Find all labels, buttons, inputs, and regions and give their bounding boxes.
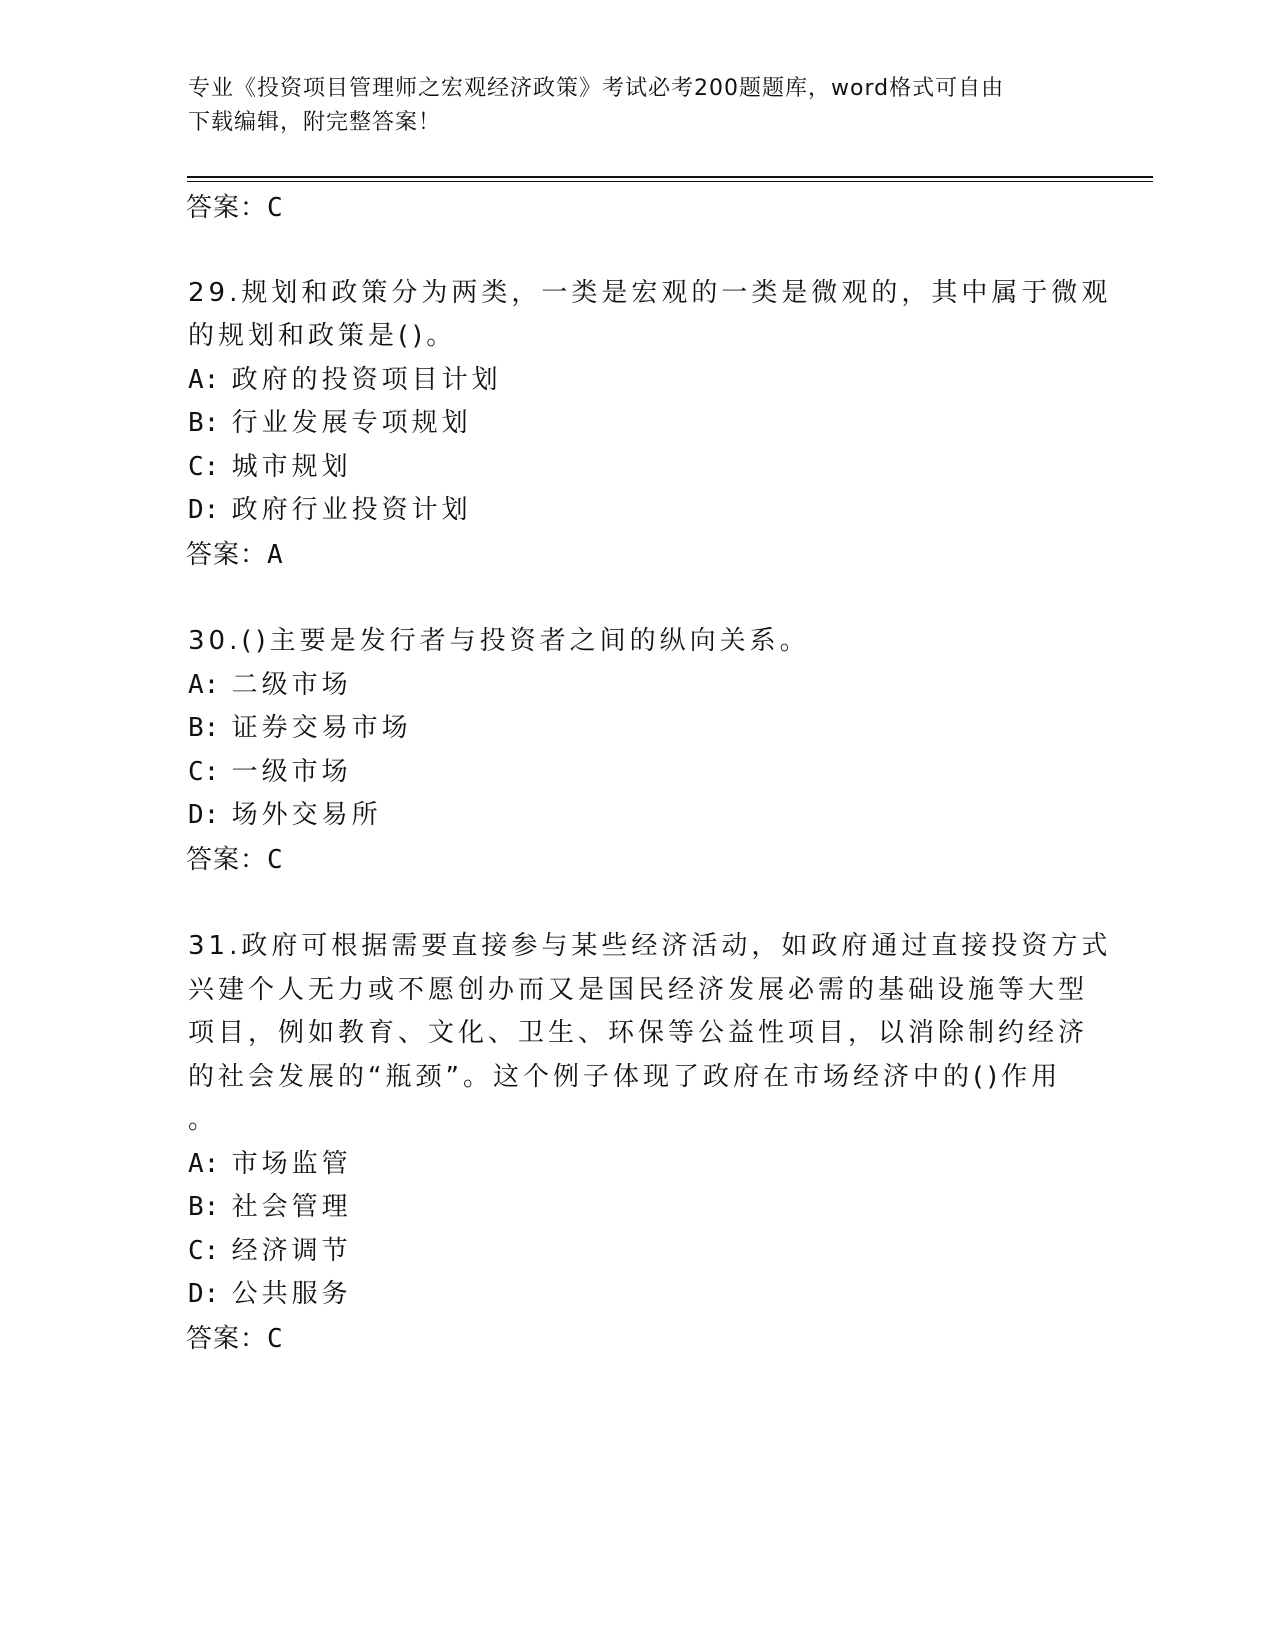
question-30-option-d — [188, 797, 382, 833]
question-30-answer — [186, 842, 284, 878]
option-key: A: — [188, 365, 220, 395]
option-key: D: — [188, 1279, 220, 1309]
option-key: A: — [188, 670, 220, 700]
option-key: C: — [188, 757, 220, 787]
header-rule-thick — [187, 176, 1153, 178]
option-key: C: — [188, 1236, 220, 1266]
question-29-line-2: 的规划和政策是()。 — [188, 321, 457, 351]
option-key: B: — [188, 713, 220, 743]
answer-value: C — [267, 193, 284, 223]
option-text: 二级市场 — [231, 670, 352, 700]
option-text: 城市规划 — [231, 452, 352, 482]
question-31-option-c — [188, 1233, 352, 1269]
option-text: 社会管理 — [231, 1192, 352, 1222]
answer-label: 答案： — [186, 1324, 268, 1354]
question-30-line-1: 30.()主要是发行者与投资者之间的纵向关系。 — [188, 626, 810, 656]
option-key: A: — [188, 1149, 220, 1179]
header-rule-thin — [187, 181, 1153, 182]
option-key: B: — [188, 408, 220, 438]
document-header — [188, 72, 1088, 140]
answer-value: C — [267, 845, 284, 875]
option-text: 场外交易所 — [231, 800, 382, 830]
question-29-answer — [186, 537, 284, 573]
question-30-option-a — [188, 667, 352, 703]
question-31-option-d — [188, 1276, 352, 1312]
option-text: 政府的投资项目计划 — [231, 365, 502, 395]
question-31-line-5: 。 — [188, 1105, 219, 1135]
question-31-line-1: 31.政府可根据需要直接参与某些经济活动，如政府通过直接投资方式 — [188, 931, 1112, 961]
option-key: B: — [188, 1192, 220, 1222]
question-31-line-3: 项目，例如教育、文化、卫生、环保等公益性项目，以消除制约经济 — [188, 1018, 1089, 1048]
option-text: 证券交易市场 — [231, 713, 412, 743]
question-31-answer — [186, 1321, 284, 1357]
option-text: 一级市场 — [231, 757, 352, 787]
answer-label: 答案： — [186, 845, 268, 875]
option-key: C: — [188, 452, 220, 482]
answer-label: 答案： — [186, 540, 268, 570]
question-29-line-1: 29.规划和政策分为两类，一类是宏观的一类是微观的，其中属于微观 — [188, 278, 1112, 308]
answer-label: 答案： — [186, 193, 268, 223]
question-31-option-a — [188, 1146, 352, 1182]
answer-prev — [186, 190, 284, 226]
option-text: 公共服务 — [231, 1279, 352, 1309]
option-text: 市场监管 — [231, 1149, 352, 1179]
question-30-option-b — [188, 710, 412, 746]
option-key: D: — [188, 800, 220, 830]
answer-value: A — [267, 540, 284, 570]
question-29-option-b — [188, 405, 472, 441]
question-30-option-c — [188, 754, 352, 790]
option-key: D: — [188, 495, 220, 525]
header-line-1: 专业《投资项目管理师之宏观经济政策》考试必考200题题库，word格式可自由 — [188, 76, 1005, 101]
answer-value: C — [267, 1324, 284, 1354]
header-line-2: 下载编辑，附完整答案！ — [188, 110, 442, 135]
question-29-option-c — [188, 449, 352, 485]
question-29-option-d — [188, 492, 472, 528]
question-31-line-4: 的社会发展的“瓶颈”。这个例子体现了政府在市场经济中的()作用 — [188, 1062, 1062, 1092]
option-text: 行业发展专项规划 — [231, 408, 472, 438]
question-31-option-b — [188, 1189, 352, 1225]
question-31-line-2: 兴建个人无力或不愿创办而又是国民经济发展必需的基础设施等大型 — [188, 975, 1089, 1005]
option-text: 经济调节 — [231, 1236, 352, 1266]
question-29-option-a — [188, 362, 502, 398]
option-text: 政府行业投资计划 — [231, 495, 472, 525]
